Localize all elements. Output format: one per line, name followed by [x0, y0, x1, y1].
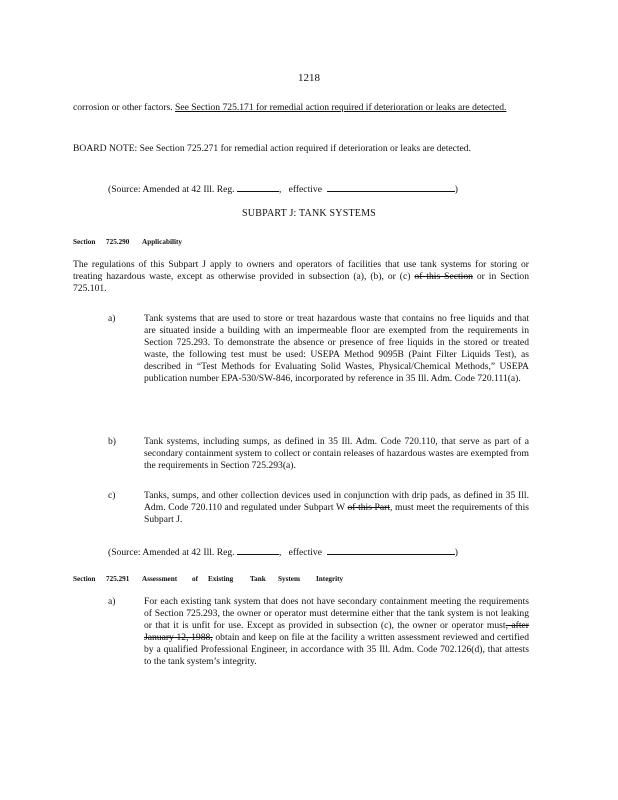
section-title-word: Assessment — [142, 575, 178, 583]
section-label: Section — [73, 575, 96, 583]
source-comma: , — [278, 547, 282, 558]
source-comma: , — [278, 184, 282, 195]
item-b-text: Tank systems, including sumps, as defined in 35 Ill. Adm. Code 720.110, that serve as part of a secondary containment system to collect or contain releases of hazardous wastes are exempted from the requirements in Section 725.293(a). — [144, 436, 529, 471]
item-c-text-end: , must meet the requirements of this Subpart J. — [144, 502, 530, 525]
item-b-label: b) — [108, 436, 116, 447]
source-close: ) — [454, 184, 458, 195]
effective-date-blank — [327, 182, 455, 192]
section-725-290-heading — [73, 236, 182, 248]
applicability-text: The regulations of this Subpart J apply to owners and operators of facilities that use tank systems for storing or treating hazardous waste, except as otherwise provided in subsection (a), (b), or (c) — [73, 259, 529, 282]
struck-text: , after January 12, 1988, — [144, 620, 529, 643]
item-291a-label: a) — [108, 596, 116, 607]
continuation-text: corrosion or other factors. — [73, 102, 176, 113]
source-prefix: (Source: Amended at 42 Ill. Reg. — [108, 184, 235, 195]
source-close: ) — [454, 547, 458, 558]
item-291a-text — [144, 596, 529, 668]
section-label: Section — [73, 238, 96, 246]
applicability-paragraph — [73, 259, 529, 295]
amendment-underlined-text: See Section 725.171 for remedial action required if deterioration or leaks are detected. — [175, 102, 507, 113]
continuation-paragraph — [73, 102, 529, 114]
item-291a-text-end: obtain and keep on file at the facility a written assessment reviewed and certified by a qualified Professional Engineer, in accordance with 35 Ill. Adm. Code 702.126(d), that attests to the tank system’s integrity. — [144, 632, 529, 667]
page-number: 1218 — [298, 72, 320, 84]
subpart-heading: SUBPART J: TANK SYSTEMS — [242, 208, 376, 219]
struck-text: of this Section — [414, 271, 473, 282]
source-note-2 — [108, 545, 528, 559]
effective-date-blank — [327, 545, 455, 555]
reg-blank — [237, 545, 279, 555]
source-note — [108, 182, 528, 196]
applicability-text-end: or in Section 725.101. — [73, 271, 529, 294]
item-c-text — [144, 490, 529, 526]
effective-label: effective — [288, 547, 322, 558]
section-title-word: Integrity — [316, 575, 344, 583]
section-title-word: of — [192, 575, 198, 583]
section-title-word: Tank — [250, 575, 266, 583]
source-prefix: (Source: Amended at 42 Ill. Reg. — [108, 547, 235, 558]
struck-text: of this Part — [347, 502, 390, 513]
section-number: 725.291 — [106, 575, 130, 583]
board-note: BOARD NOTE: See Section 725.271 for remedial action required if deterioration or leaks are detected. — [73, 143, 472, 154]
effective-label: effective — [288, 184, 322, 195]
item-c-text-start: Tanks, sumps, and other collection devices used in conjunction with drip pads, as defined in 35 Ill. Adm. Code 720.110 and regulated under Subpart W — [144, 490, 529, 513]
section-title-word: System — [278, 575, 300, 583]
section-725-291-heading — [73, 573, 343, 585]
section-title: Applicability — [142, 238, 182, 246]
item-a-label: a) — [108, 313, 116, 324]
item-c-label: c) — [108, 490, 116, 501]
section-title-word: Existing — [208, 575, 234, 583]
section-number: 725.290 — [106, 238, 130, 246]
reg-blank — [237, 182, 279, 192]
item-291a-text-start: For each existing tank system that does not have secondary containment meeting the requirements of Section 725.293, the owner or operator must determine either that the tank system is not leaking or that it is unfit for use. Except as provided in subsection (c), the owner or operator must — [144, 596, 529, 631]
item-a-text: Tank systems that are used to store or treat hazardous waste that contains no free liquids and that are situated inside a building with an impermeable floor are exempted from the requirements in Section 725.293. To demonstrate the absence or presence of free liquids in the stored or treated waste, the following test must be used: USEPA Method 9095B (Paint Filter Liquids Test), as described in “Test Methods for Evaluating Solid Wastes, Physical/Chemical Methods,” USEPA publication number EPA-530/SW-846, incorporated by reference in 35 Ill. Adm. Code 720.111(a). — [144, 313, 529, 384]
